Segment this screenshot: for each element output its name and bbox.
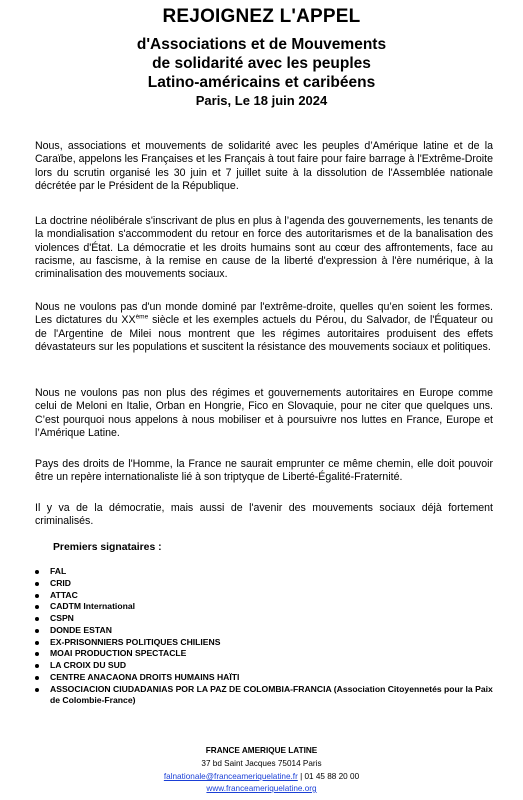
signatory-name: FAL	[50, 566, 67, 576]
bullet-icon	[35, 664, 39, 668]
paragraph-1: Nous, associations et mouvements de solidarité avec les peuples d’Amérique latine et de la Caraïbe, appelons les Françaises et les Français à tout faire pour faire barrage à l'Extrême-Droite lors du scrutin organisé les 30 juin et 7 juillet suite à la dissolution de l'Assemblée nationale décrétée par le Président de la République.	[35, 140, 493, 192]
signatory-name: MOAI PRODUCTION SPECTACLE	[50, 648, 187, 659]
list-item	[35, 637, 505, 649]
paragraph-5: Pays des droits de l'Homme, la France ne saurait emprunter ce même chemin, elle doit pouvoir être un repère internationaliste lié à son triptyque de Liberté-Égalité-Fraternité.	[35, 458, 493, 484]
list-item	[35, 625, 505, 637]
list-item	[35, 648, 505, 660]
bullet-icon	[35, 617, 39, 621]
bullet-icon	[35, 676, 39, 680]
bullet-icon	[35, 605, 39, 609]
paragraph-3-start: Nous ne voulons pas d'un monde dominé par l'extrême-droite, quelles qu’en soient les formes. Les dictatures du XX	[35, 301, 493, 327]
subtitle-line-3: Latino-américains et caribéens	[147, 74, 376, 91]
paragraph-3-end: siècle et les exemples actuels du Pérou, du Salvador, de l'Équateur ou de l'Argentine de Milei nous montrent que les régimes autoritaires produisent des effets dévastateurs sur les populations et suscitent la résistance des mouvements sociaux et politiques.	[35, 314, 493, 353]
bullet-icon	[35, 594, 39, 598]
list-item	[35, 672, 505, 684]
list-item	[35, 684, 505, 708]
signatory-name: CENTRE ANACAONA DROITS HUMAINS HAÏTI	[50, 671, 240, 682]
subtitle-line-1: d'Associations et de Mouvements	[136, 36, 387, 53]
signatory-name: CADTM International	[50, 601, 135, 612]
list-item	[35, 613, 505, 625]
signatory-name: DONDE ESTAN	[50, 624, 112, 635]
list-item	[35, 601, 505, 613]
bullet-icon	[35, 652, 39, 656]
footer-address: 37 bd Saint Jacques 75014 Paris	[201, 759, 322, 768]
signatory-name: LA CROIX DU SUD	[50, 660, 127, 670]
footer-contact	[0, 772, 523, 781]
footer-org-name: FRANCE AMERIQUE LATINE	[205, 746, 318, 755]
paragraph-2: La doctrine néolibérale s'inscrivant de plus en plus à l’agenda des gouvernements, les tenants de la mondialisation s'accommodent du retour en force des autoritarismes et de la banalisation des violences d'État. La démocratie et les droits humains sont au cœur des affrontements, face au racisme, au fascisme, à la remise en cause de la liberté d'expression à l'ère numérique, à la criminalisation des mouvements sociaux.	[35, 215, 493, 281]
paragraph-6: Il y va de la démocratie, mais aussi de l'avenir des mouvements sociaux déjà fortement criminalisés.	[35, 502, 493, 528]
phone-number: 01 45 88 20 00	[304, 772, 360, 781]
list-item	[35, 578, 505, 590]
contact-separator: |	[297, 772, 305, 781]
bullet-icon	[35, 641, 39, 645]
bullet-icon	[35, 570, 39, 574]
signatory-name: ASSOCIACION CIUDADANIAS POR LA PAZ DE COLOMBIA-FRANCIA (Association Citoyennetés pour la Paix de Colombie-France)	[50, 683, 493, 706]
signatory-name: CSPN	[50, 613, 74, 623]
list-item	[35, 590, 505, 602]
list-item	[35, 660, 505, 672]
bullet-icon	[35, 688, 39, 692]
signatories-list	[35, 566, 505, 707]
bullet-icon	[35, 582, 39, 586]
paragraph-3	[35, 301, 493, 354]
place-date: Paris, Le 18 juin 2024	[195, 93, 328, 108]
footer-website	[0, 784, 523, 793]
website-link[interactable]: www.franceameriquelatine.org	[206, 784, 317, 793]
signatory-name: EX-PRISONNIERS POLITIQUES CHILIENS	[50, 636, 221, 647]
email-link[interactable]: falnationale@franceameriquelatine.fr	[163, 772, 298, 781]
signatory-name: CRID	[50, 577, 72, 588]
list-item	[35, 566, 505, 578]
subtitle-line-2: de solidarité avec les peuples	[152, 55, 371, 72]
page-title: REJOIGNEZ L'APPEL	[162, 6, 361, 27]
paragraph-4: Nous ne voulons pas non plus des régimes et gouvernements autoritaires en Europe comme celui de Meloni en Italie, Orban en Hongrie, Fico en Slovaquie, pour ne citer que quelques uns. C’est pourquoi nous appelons à nous mobiliser et à poursuivre nos luttes en France, Europe et l’Amérique Latine.	[35, 387, 493, 439]
signatory-name: ATTAC	[50, 589, 78, 600]
signatories-heading: Premiers signataires :	[53, 542, 162, 553]
century-superscript: ème	[135, 313, 149, 321]
bullet-icon	[35, 629, 39, 633]
